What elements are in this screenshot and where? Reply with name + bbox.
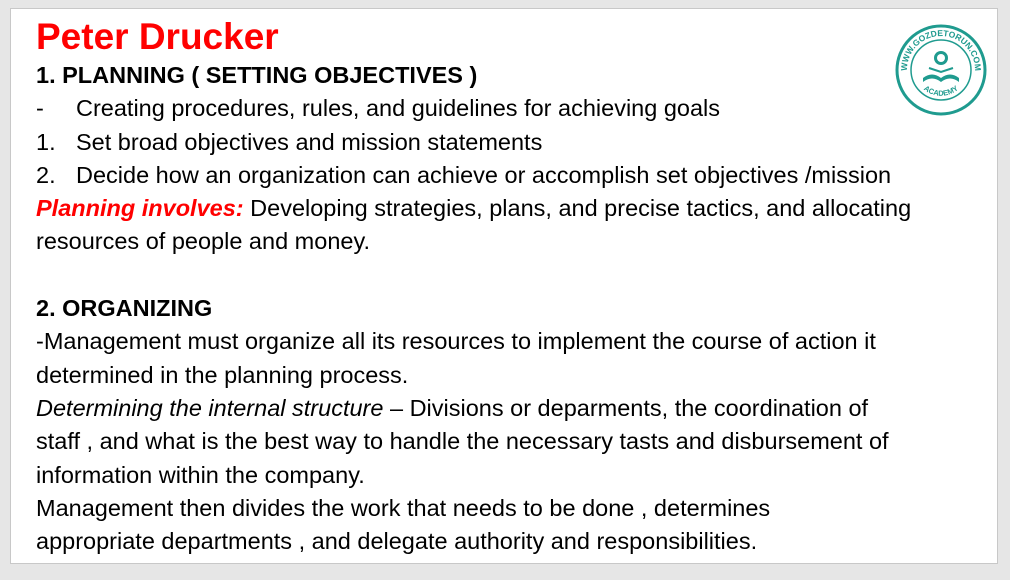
structure-label: Determining the internal structure [36,394,384,421]
organizing-paragraph: determined in the planning process. [36,361,409,388]
slide-body [36,59,971,558]
dash-item-text: Creating procedures, rules, and guidelines for achieving goals [76,95,721,122]
logo-bottom-text: ACADEMY [922,83,960,98]
organizing-paragraph: Management then divides the work that needs to be done , determines [36,494,771,521]
planning-involves-label: Planning involves: [36,195,244,222]
planning-involves-continued: resources of people and money. [36,228,370,255]
structure-text: – Divisions or deparments, the coordination of [383,394,869,421]
organizing-paragraph: appropriate departments , and delegate authority and responsibilities. [36,528,758,555]
organizing-paragraph: -Management must organize all its resources to implement the course of action it [36,328,876,355]
dash-marker: - [36,95,44,122]
organizing-paragraph: staff , and what is the best way to handle the necessary tasts and disbursement of [36,428,889,455]
organizing-heading: 2. ORGANIZING [36,295,213,322]
list-item-text: Set broad objectives and mission statements [76,128,543,155]
organizing-structure [36,392,971,425]
planning-involves [36,192,971,225]
organizing-paragraph: information within the company. [36,461,365,488]
planning-heading: 1. PLANNING ( SETTING OBJECTIVES ) [36,62,478,88]
list-marker: 2. [36,161,56,188]
slide [10,8,998,564]
spacer [36,259,971,292]
list-item-text: Decide how an organization can achieve or accomplish set objectives /mission [76,161,892,188]
planning-list-item [36,126,971,159]
slide-title: Peter Drucker [36,16,279,57]
planning-list-item [36,159,971,192]
list-marker: 1. [36,128,56,155]
logo-arc-text: WWW.GOZDETORUN.COM [898,27,984,72]
planning-dash-item [36,92,971,125]
planning-involves-text: Developing strategies, plans, and precise tactics, and allocating [243,195,912,222]
